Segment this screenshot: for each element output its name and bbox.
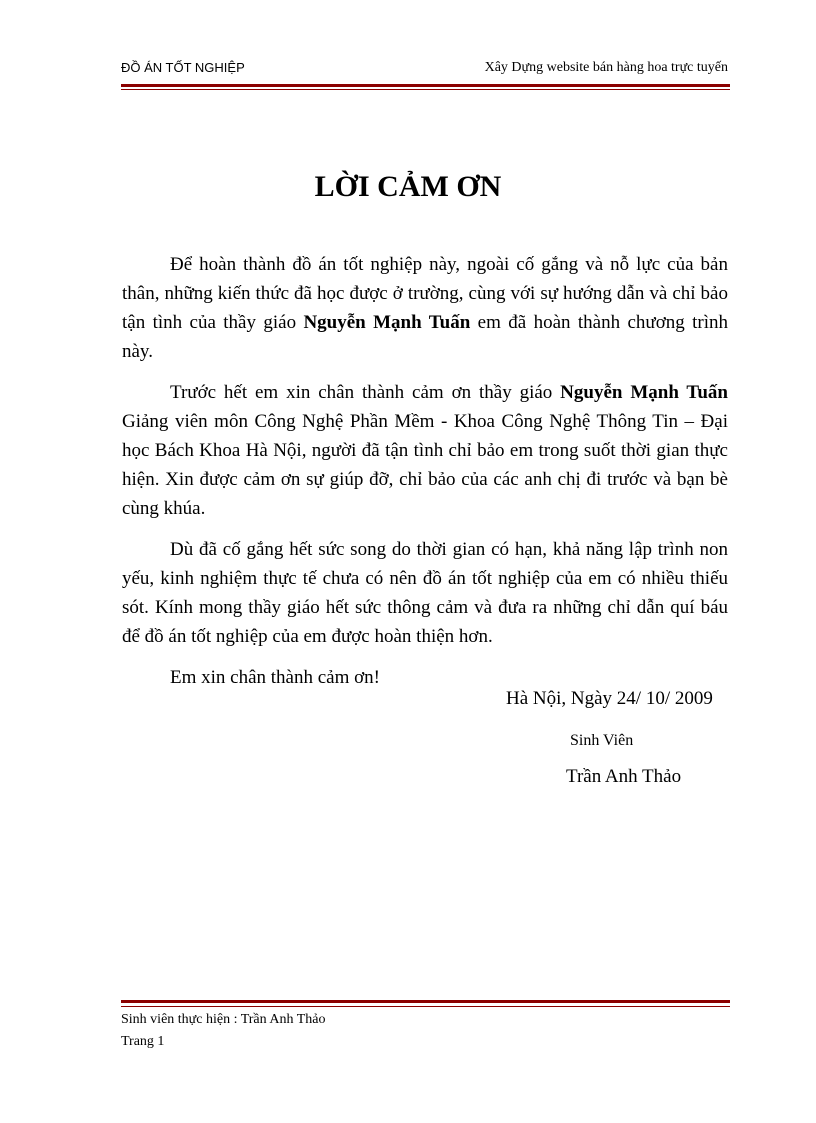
paragraph-2-text-end: Giảng viên môn Công Nghệ Phần Mềm - Khoa Công Nghệ Thông Tin – Đại học Bách Khoa Hà Nội, người đã tận tình chỉ bảo em trong suốt thời gian thực hiện. Xin được cảm ơn sự giúp đỡ, chỉ bảo của các anh chị đi trước và bạn bè cùng khúa. (122, 411, 728, 519)
header-project-title: Xây Dựng website bán hàng hoa trực tuyến (484, 60, 728, 75)
paragraph-3: Dù đã cố gắng hết sức song do thời gian có hạn, khả năng lập trình non yếu, kinh nghiệm thực tế chưa có nên đồ án tốt nghiệp của em có nhiều thiếu sót. Kính mong thầy giáo hết sức thông cảm và đưa ra những chỉ dẫn quí báu để đồ án tốt nghiệp của em được hoàn thiện hơn. (122, 539, 728, 647)
footer-author: Sinh viên thực hiện : Trần Anh Thảo (121, 1012, 326, 1027)
footer-rule-thin (121, 1006, 730, 1007)
signature-name: Trần Anh Thảo (566, 766, 682, 787)
page-title: LỜI CẢM ƠN (314, 170, 502, 203)
header-rule-thick (121, 84, 730, 87)
paragraph-2 (122, 378, 728, 523)
paragraph-4: Em xin chân thành cảm ơn! (170, 667, 381, 688)
footer-rule-thick (121, 1000, 730, 1003)
page-header (121, 60, 728, 80)
supervisor-name: Nguyễn Mạnh Tuấn (560, 382, 728, 403)
footer-page-number: Trang 1 (121, 1034, 165, 1049)
header-document-type: ĐỒ ÁN TỐT NGHIỆP (121, 60, 245, 75)
header-rule-thin (121, 89, 730, 90)
paragraph-2-text-start: Trước hết em xin chân thành cảm ơn thầy giáo (170, 382, 561, 403)
paragraph-1 (122, 250, 728, 366)
signature-role: Sinh Viên (570, 732, 634, 749)
acknowledgement-body (122, 250, 728, 704)
paragraph-1-text-end: em đã hoàn thành chương trình này. (122, 312, 729, 362)
supervisor-name: Nguyễn Mạnh Tuấn (303, 312, 471, 333)
signature-date: Hà Nội, Ngày 24/ 10/ 2009 (506, 688, 713, 709)
paragraph-1-text-start: Để hoàn thành đồ án tốt nghiệp này, ngoài cố gắng và nỗ lực của bản thân, những kiến thức đã học được ở trường, cùng với sự hướng dẫn và chỉ bảo tận tình của thầy giáo (122, 254, 728, 333)
